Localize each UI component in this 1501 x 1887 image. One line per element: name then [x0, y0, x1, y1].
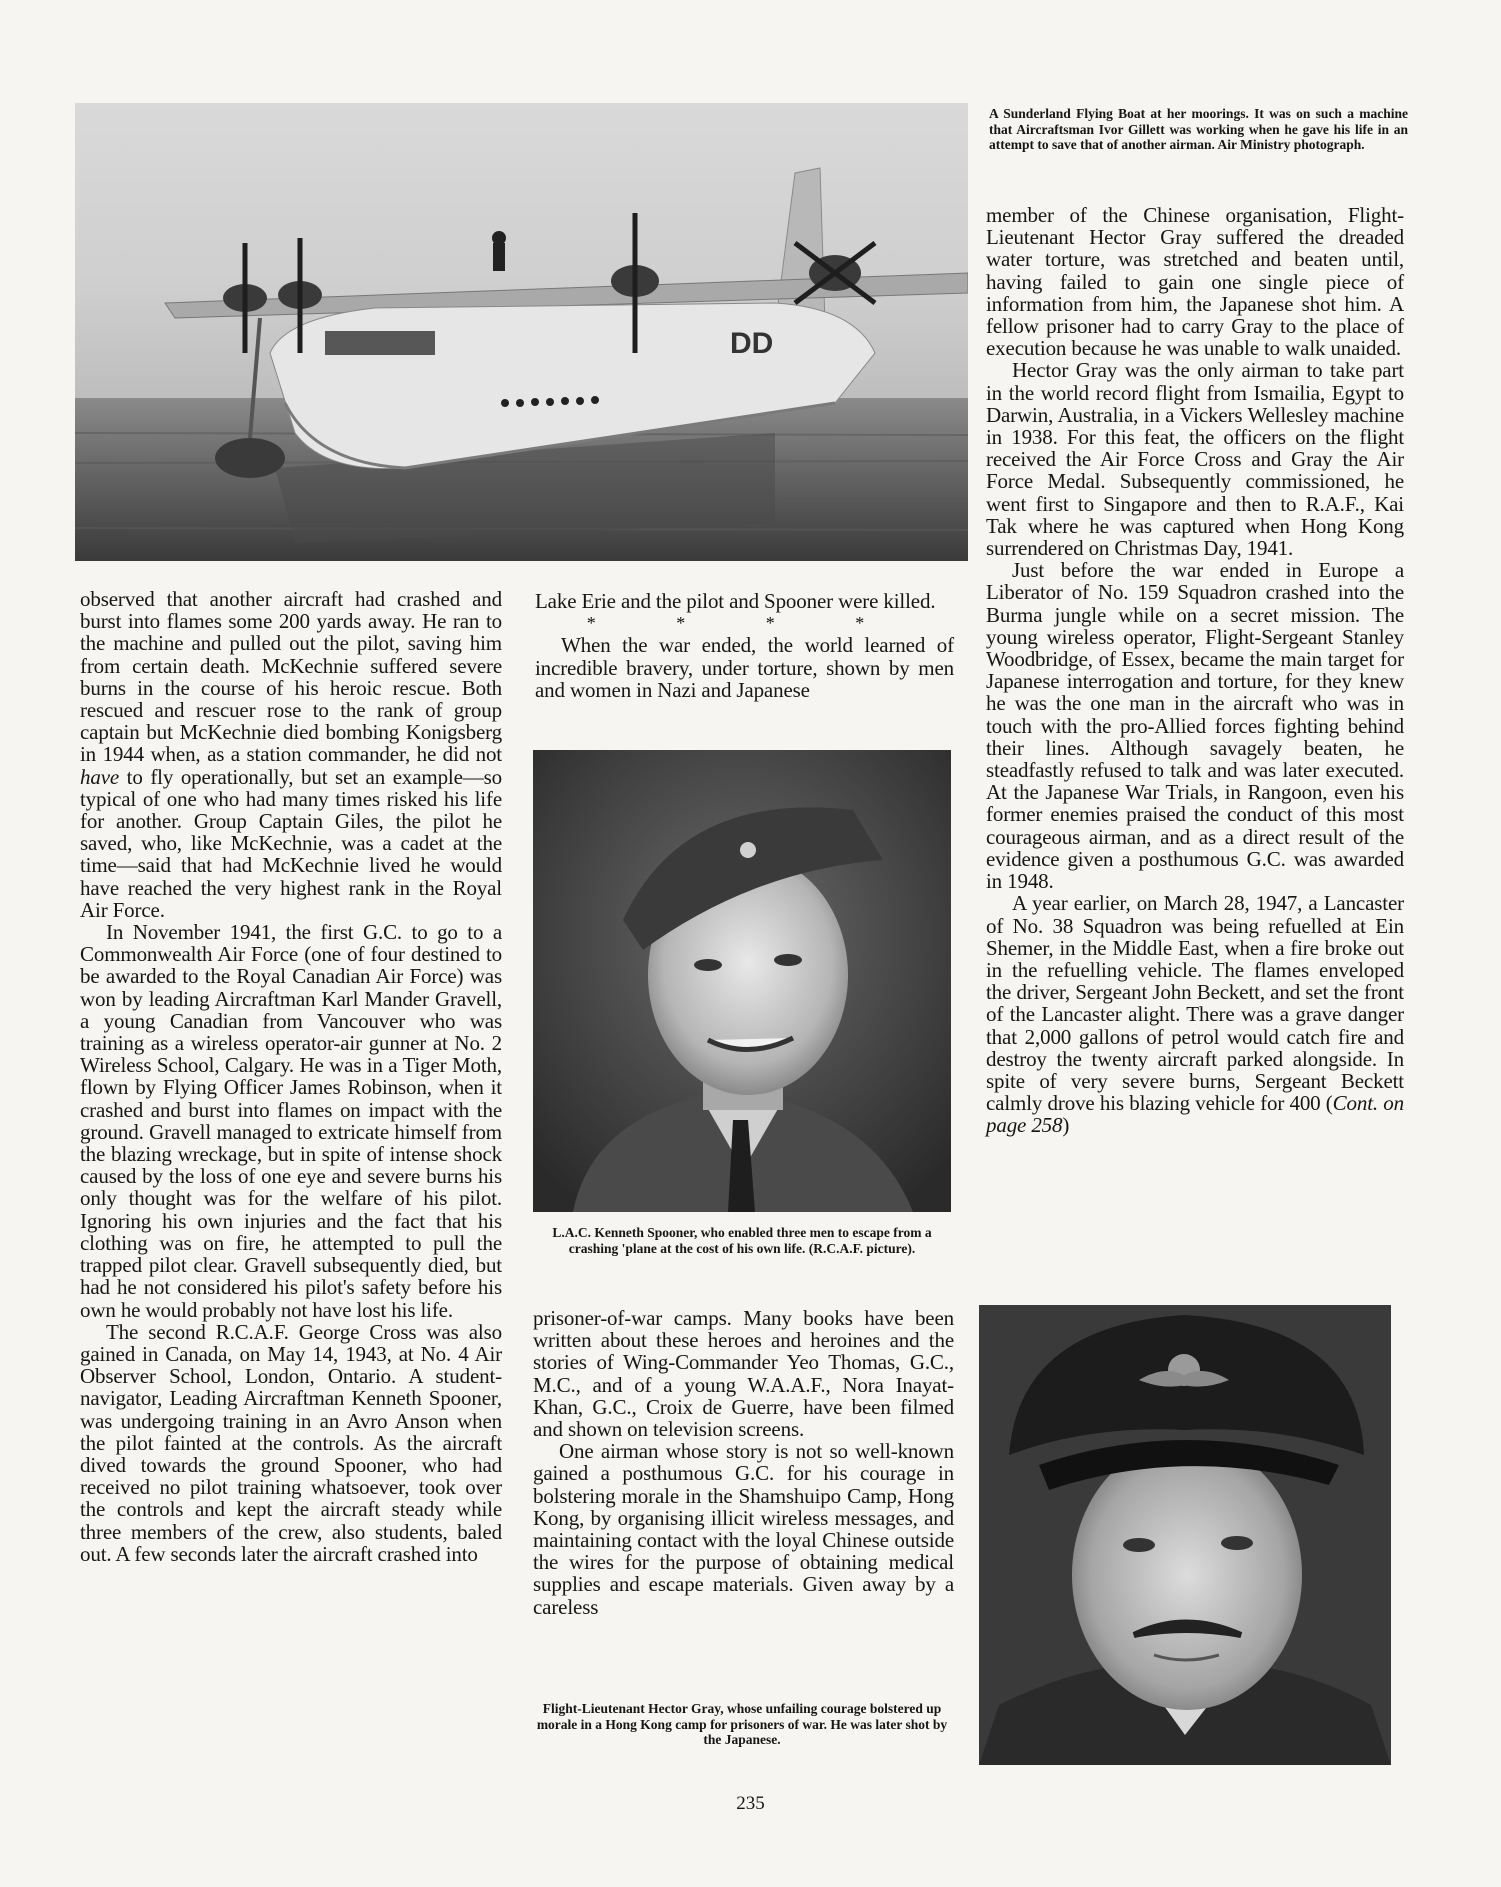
spooner-caption: L.A.C. Kenneth Spooner, who enabled three men to escape from a crashing 'plane at the cost of his own life. (R.C.A.F. picture). — [552, 1225, 932, 1256]
sunderland-flying-boat-photo — [75, 103, 968, 561]
gray-caption: Flight-Lieutenant Hector Gray, whose unfailing courage bolstered up morale in a Hong Kong camp for prisoners of war. He was later shot by the Japanese. — [536, 1701, 948, 1747]
column-2-bottom — [533, 1307, 954, 1618]
flying-boat-caption: A Sunderland Flying Boat at her moorings. It was on such a machine that Aircraftsman Ivor Gillett was working when he gave his life in an attempt to save that of another airman. Air Ministry photograph. — [989, 106, 1408, 152]
col2-paragraph-4: One airman whose story is not so well-known gained a posthumous G.C. for his courage in bolstering morale in the Shamshuipo Camp, Hong Kong, by organising illicit wireless messages, and maintaining contact with the loyal Chinese outside the wires for the purpose of obtaining medical supplies and escape materials. Given away by a careless — [533, 1439, 954, 1619]
column-1 — [80, 588, 502, 1565]
gray-portrait-photo — [979, 1305, 1391, 1765]
col1-paragraph-2: In November 1941, the first G.C. to go to a Commonwealth Air Force (one of four destined to be awarded to the Royal Canadian Air Force) was won by leading Aircraftman Karl Mander Gravell, a young Canadian from Vancouver who was training as a wireless operator-air gunner at No. 2 Wireless School, Calgary. He was in a Tiger Moth, flown by Flying Officer James Robinson, when it crashed and burst into flames on impact with the ground. Gravell managed to extricate himself from the blazing wreckage, but in spite of intense shock caused by the loss of one eye and severe burns his only thought was for the welfare of his pilot. Ignoring his own injuries and the fact that his clothing was on fire, he attempted to pull the trapped pilot clear. Gravell subsequently died, but had he not considered his pilot's safety before his own he would probably not have lost his life. — [80, 920, 502, 1322]
section-break-stars: * * * * — [586, 613, 903, 634]
col2-paragraph-2: When the war ended, the world learned of incredible bravery, under torture, shown by men and women in Nazi and Japanese — [535, 633, 954, 702]
svg-text:DD: DD — [730, 327, 774, 360]
page-number: 235 — [736, 1793, 765, 1814]
column-2-top — [535, 590, 954, 701]
col3-paragraph-1: member of the Chinese organisation, Flight-Lieutenant Hector Gray suffered the dreaded water torture, was stretched and beaten until, having failed to gain one single piece of information from him, the Japanese shot him. A fellow prisoner had to carry Gray to the place of execution because he was unable to walk unaided. — [986, 203, 1404, 361]
col3-paragraph-4: A year earlier, on March 28, 1947, a Lancaster of No. 38 Squadron was being refuelled at Ein Shemer, in the Middle East, when a fire broke out in the refuelling vehicle. The flames enveloped the driver, Sergeant John Beckett, and set the front of the Lancaster alight. There was a grave danger that 2,000 gallons of petrol would catch fire and destroy the twenty aircraft parked alongside. In spite of very severe burns, Sergeant Beckett calmly drove his blazing vehicle for 400 (Cont. on page 258) — [986, 891, 1404, 1138]
col3-paragraph-2: Hector Gray was the only airman to take part in the world record flight from Ismailia, Egypt to Darwin, Australia, in a Vickers Wellesley machine in 1938. For this feat, the officers on the flight received the Air Force Cross and Gray the Air Force Medal. Subsequently commissioned, he went first to Singapore and then to R.A.F., Kai Tak where he was captured when Hong Kong surrendered on Christmas Day, 1941. — [986, 358, 1404, 561]
col2-paragraph-1: Lake Erie and the pilot and Spooner were killed. — [535, 589, 936, 613]
column-3 — [986, 204, 1404, 1137]
spooner-portrait-photo — [533, 750, 951, 1212]
col3-paragraph-3: Just before the war ended in Europe a Liberator of No. 159 Squadron crashed into the Burma jungle while on a secret mission. The young wireless operator, Flight-Sergeant Stanley Woodbridge, of Essex, became the main target for Japanese interrogation and torture, for they knew he was the one man in the aircraft who was in touch with the pro-Allied forces fighting behind their lines. Although savagely beaten, he steadfastly refused to talk and was later executed. At the Japanese War Trials, in Rangoon, even his former enemies praised the conduct of this most courageous airman, and as a direct result of the evidence given a posthumous G.C. was awarded in 1948. — [986, 558, 1404, 894]
col2-paragraph-3: prisoner-of-war camps. Many books have been written about these heroes and heroines and the stories of Wing-Commander Yeo Thomas, G.C., M.C., and of a young W.A.A.F., Nora Inayat-Khan, G.C., Croix de Guerre, have been filmed and shown on television screens. — [533, 1306, 954, 1442]
col1-paragraph-1: observed that another aircraft had crashed and burst into flames some 200 yards away. He ran to the machine and pulled out the pilot, saving him from certain death. McKechnie suffered severe burns in the course of his heroic rescue. Both rescued and rescuer rose to the rank of group captain but McKechnie died bombing Konigsberg in 1944 when, as a station commander, he did not have to fly operationally, but set an example—so typical of one who had many times risked his life for another. Group Captain Giles, the pilot he saved, who, like McKechnie, was a cadet at the time—said that had McKechnie lived he would have reached the very highest rank in the Royal Air Force. — [80, 587, 502, 922]
col1-paragraph-3: The second R.C.A.F. George Cross was also gained in Canada, on May 14, 1943, at No. 4 Air Observer School, London, Ontario. A student-navigator, Leading Aircraftman Kenneth Spooner, was undergoing training in an Avro Anson when the pilot fainted at the controls. As the aircraft dived towards the ground Spooner, who had received no pilot training whatsoever, took over the controls and kept the aircraft steady while three members of the crew, also students, baled out. A few seconds later the aircraft crashed into — [80, 1319, 502, 1566]
